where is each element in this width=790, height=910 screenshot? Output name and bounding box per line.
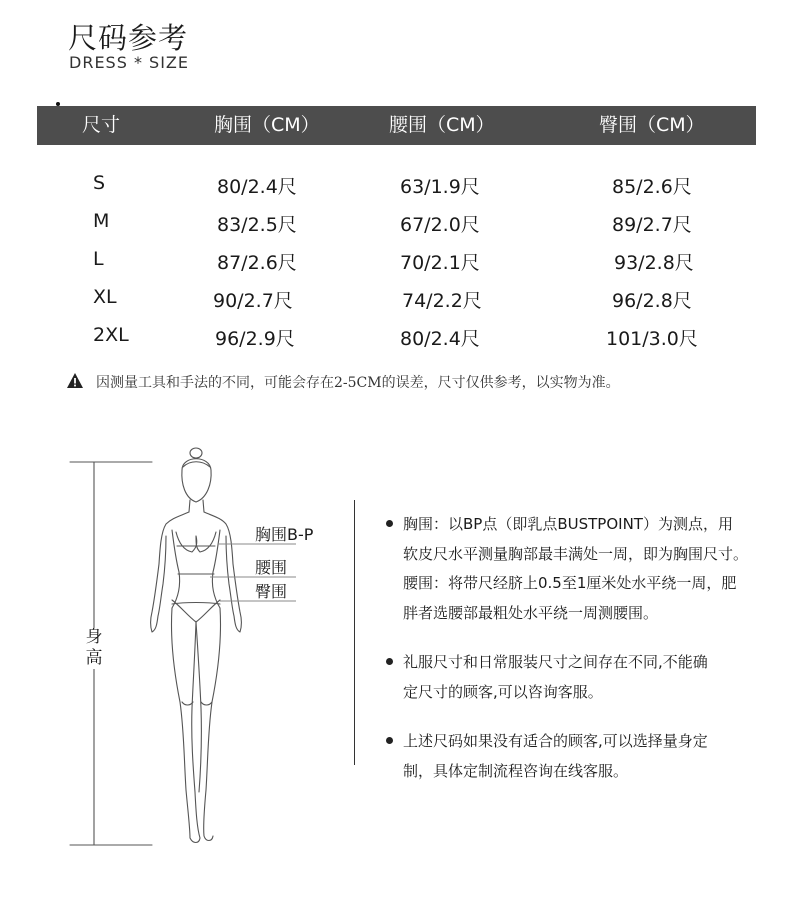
cell-hip: 89/2.7尺 [612, 214, 692, 236]
desc-line: 上述尺码如果没有适合的顾客,可以选择量身定 [403, 732, 708, 750]
measurement-note [66, 372, 620, 392]
page-subtitle: DRESS * SIZE [69, 53, 189, 72]
page-title: 尺码参考 [68, 21, 189, 55]
size-table-header [37, 106, 756, 145]
bust-label: 胸围B-P [255, 525, 314, 544]
height-label [84, 627, 104, 669]
cell-size: S [93, 172, 106, 194]
desc-line: 礼服尺寸和日常服装尺寸之间存在不同,不能确 [403, 653, 708, 671]
desc-line: 腰围：将带尺经脐上0.5至1厘米处水平绕一周，肥 [403, 574, 737, 592]
column-header-size: 尺寸 [82, 114, 121, 136]
column-header-bust: 胸围（CM） [214, 114, 320, 136]
cell-size: 2XL [93, 324, 129, 346]
cell-waist: 74/2.2尺 [402, 290, 482, 312]
cell-hip: 101/3.0尺 [606, 328, 698, 350]
desc-bullet-formal-size [386, 648, 786, 678]
cell-bust: 80/2.4尺 [217, 176, 297, 198]
cell-size: XL [93, 286, 117, 308]
cell-waist: 70/2.1尺 [400, 252, 480, 274]
cell-bust: 87/2.6尺 [217, 252, 297, 274]
divider-line [354, 500, 355, 765]
cell-size: M [93, 210, 110, 232]
cell-hip: 85/2.6尺 [612, 176, 692, 198]
waist-label: 腰围 [255, 558, 288, 577]
cell-size: L [93, 248, 104, 270]
column-header-hip: 臀围（CM） [599, 114, 705, 136]
body-outline-icon [0, 440, 360, 860]
cell-bust: 83/2.5尺 [217, 214, 297, 236]
cell-bust: 96/2.9尺 [215, 328, 295, 350]
cell-waist: 63/1.9尺 [400, 176, 480, 198]
desc-line: 软皮尺水平测量胸部最丰满处一周，即为胸围尺寸。 [403, 544, 749, 563]
cell-waist: 67/2.0尺 [400, 214, 480, 236]
desc-line: 制，具体定制流程咨询在线客服。 [403, 761, 629, 780]
hip-label: 臀围 [255, 582, 288, 601]
cell-bust: 90/2.7尺 [213, 290, 293, 312]
column-header-waist: 腰围（CM） [389, 114, 495, 136]
height-label-char-1: 身 [85, 627, 103, 647]
desc-line: 定尺寸的顾客,可以咨询客服。 [403, 682, 603, 701]
desc-line: 胸围：以BP点（即乳点BUSTPOINT）为测点，用 [403, 515, 733, 533]
measurement-description [386, 510, 786, 786]
cell-hip: 96/2.8尺 [612, 290, 692, 312]
height-label-char-2: 高 [85, 648, 103, 668]
desc-bullet-bust [386, 510, 786, 540]
cell-hip: 93/2.8尺 [614, 252, 694, 274]
desc-bullet-custom [386, 727, 786, 757]
warning-icon [66, 372, 84, 390]
desc-line: 胖者选腰部最粗处水平绕一周测腰围。 [403, 603, 659, 622]
cell-waist: 80/2.4尺 [400, 328, 480, 350]
note-text: 因测量工具和手法的不同，可能会存在2-5CM的误差，尺寸仅供参考，以实物为准。 [96, 375, 620, 391]
